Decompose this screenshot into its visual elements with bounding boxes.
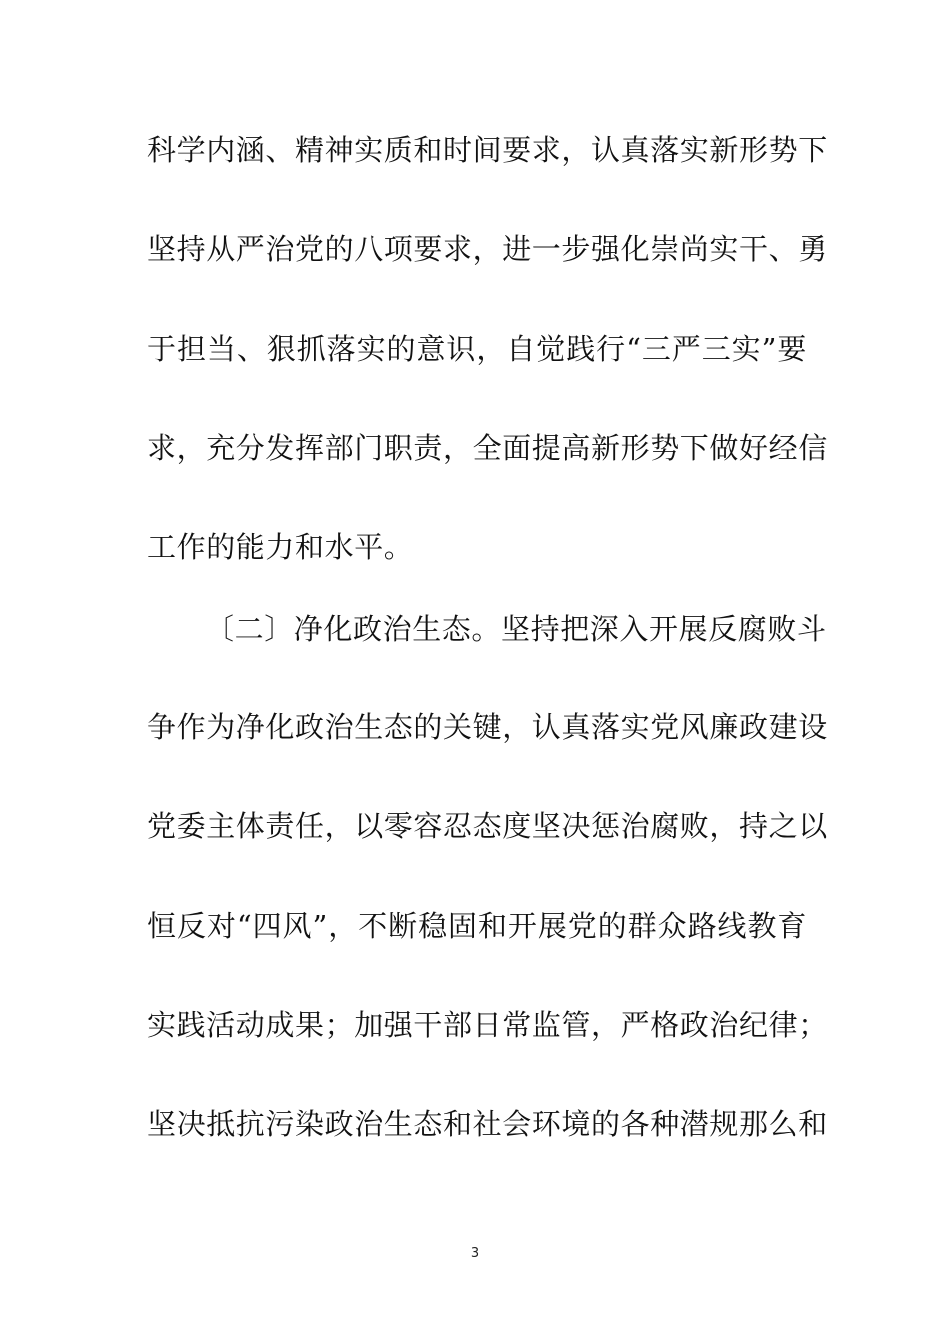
text-line-9: 恒反对“四风”，不断稳固和开展党的群众路线教育 [147,909,807,943]
text-line-4: 求，充分发挥部门职责，全面提高新形势下做好经信 [147,431,828,465]
text-line-1: 科学内涵、精神实质和时间要求，认真落实新形势下 [147,133,828,167]
text-line-10: 实践活动成果；加强干部日常监管，严格政治纪律； [147,1008,828,1042]
page-number: 3 [470,1246,480,1261]
text-line-11: 坚决抵抗污染政治生态和社会环境的各种潜规那么和 [147,1107,828,1141]
text-line-2: 坚持从严治党的八项要求，进一步强化崇尚实干、勇 [147,232,828,266]
text-line-8: 党委主体责任，以零容忍态度坚决惩治腐败，持之以 [147,809,828,843]
text-line-7: 争作为净化政治生态的关键，认真落实党风廉政建设 [147,710,828,744]
section-heading-line: 〔二〕净化政治生态。坚持把深入开展反腐败斗 [205,612,827,646]
text-line-3: 于担当、狠抓落实的意识，自觉践行“三严三实”要 [147,332,807,366]
text-line-5: 工作的能力和水平。 [147,530,414,564]
